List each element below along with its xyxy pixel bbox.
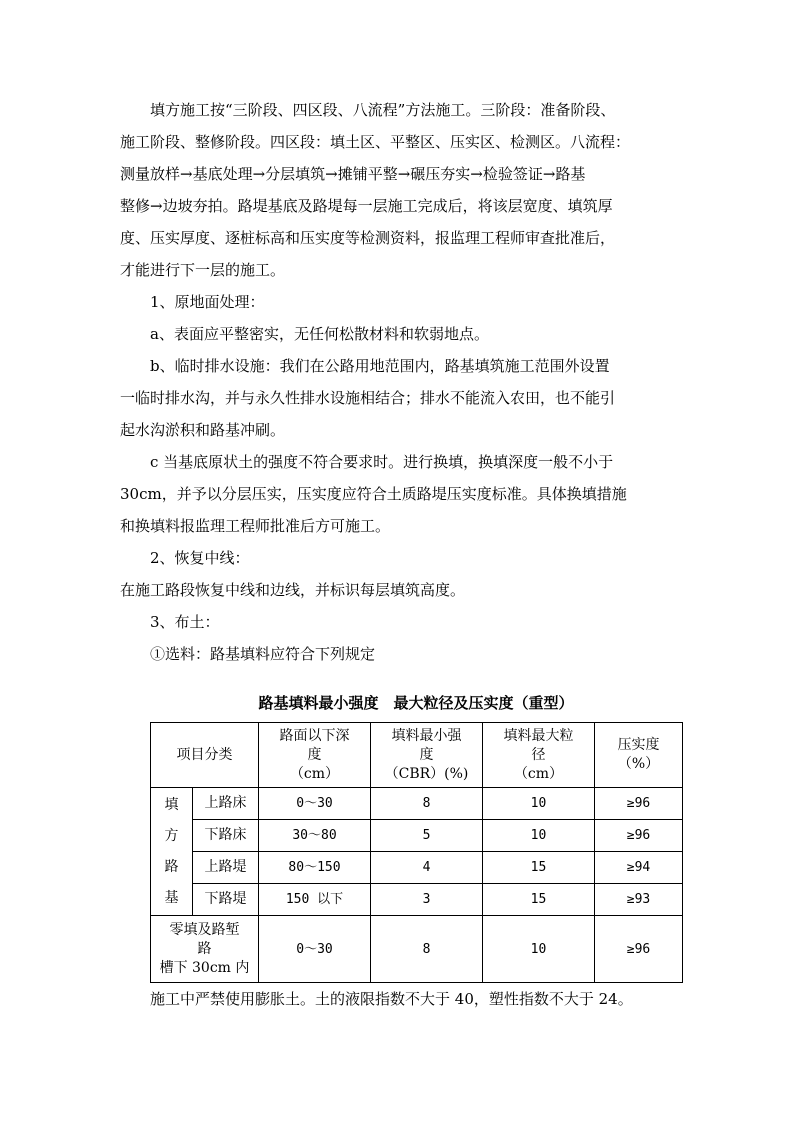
row-name-line: 零填及路堑 xyxy=(169,921,240,938)
row-name: 上路堤 xyxy=(193,852,259,884)
row-name xyxy=(151,916,259,983)
table-row xyxy=(151,852,683,884)
text-line: c 当基底原状土的强度不符合要求时。进行换填，换填深度一般不小于 xyxy=(120,453,614,471)
cell-size: 15 xyxy=(483,884,595,916)
cell-compaction: ≥96 xyxy=(595,788,683,820)
text-line: 度、压实厚度、逐桩标高和压实度等检测资料，报监理工程师审查批准后， xyxy=(120,229,616,247)
header-line: 压实度 xyxy=(617,737,660,753)
text-line: 一临时排水沟，并与永久性排水设施相结合；排水不能流入农田，也不能引 xyxy=(120,389,616,407)
cell-size: 10 xyxy=(483,820,595,852)
header-line: （CBR）(%) xyxy=(384,765,469,782)
row-name-line: 槽下 30cm 内 xyxy=(159,959,250,976)
paragraph-centerline xyxy=(120,574,680,606)
header-category: 项目分类 xyxy=(151,723,259,788)
paragraph-item-b xyxy=(120,350,680,446)
header-compaction xyxy=(595,723,683,788)
cell-depth: 30～80 xyxy=(259,820,371,852)
header-line: （cm） xyxy=(289,765,340,782)
cell-size: 10 xyxy=(483,788,595,820)
text-line: 测量放样→基底处理→分层填筑→摊铺平整→碾压夯实→检验签证→路基 xyxy=(120,165,586,183)
paragraph-item-c xyxy=(120,446,680,542)
cell-strength: 8 xyxy=(371,788,483,820)
table-header-row xyxy=(151,723,683,788)
cell-depth: 0～30 xyxy=(259,788,371,820)
cell-compaction: ≥96 xyxy=(595,916,683,983)
group-label-char: 方 xyxy=(164,827,179,844)
header-line: 度 xyxy=(419,746,434,763)
cell-size: 10 xyxy=(483,916,595,983)
cell-strength: 5 xyxy=(371,820,483,852)
cell-strength: 8 xyxy=(371,916,483,983)
text-line: 才能进行下一层的施工。 xyxy=(120,261,286,279)
header-strength xyxy=(371,723,483,788)
text-line: 填方施工按“三阶段、四区段、八流程”方法施工。三阶段：准备阶段、 xyxy=(120,101,616,119)
row-name-line: 路 xyxy=(197,940,212,957)
heading-original-ground xyxy=(120,286,680,318)
text-line: 起水沟淤积和路基冲刷。 xyxy=(120,421,286,439)
cell-depth: 0～30 xyxy=(259,916,371,983)
paragraph-material-selection xyxy=(150,638,710,670)
row-name: 下路堤 xyxy=(193,884,259,916)
cell-compaction: ≥93 xyxy=(595,884,683,916)
table-row xyxy=(151,788,683,820)
text-line: 在施工路段恢复中线和边线，并标识每层填筑高度。 xyxy=(120,581,466,599)
header-line: 填料最大粒 xyxy=(503,727,574,744)
header-line: 路面以下深 xyxy=(279,727,350,744)
fill-material-table xyxy=(150,722,683,983)
header-line: 度 xyxy=(307,746,322,763)
cell-depth: 80～150 xyxy=(259,852,371,884)
group-label-char: 路 xyxy=(164,858,179,875)
table-row xyxy=(151,916,683,983)
paragraph-item-a xyxy=(120,318,680,350)
heading-soil-placement xyxy=(120,606,680,638)
text-line: 2、恢复中线： xyxy=(120,549,250,567)
header-line: （%） xyxy=(617,756,660,772)
cell-compaction: ≥96 xyxy=(595,820,683,852)
row-name: 上路床 xyxy=(193,788,259,820)
text-line: 施工阶段、整修阶段。四区段：填土区、平整区、压实区、检测区。八流程： xyxy=(120,133,631,151)
text-line: b、临时排水设施：我们在公路用地范围内，路基填筑施工范围外设置 xyxy=(120,357,610,375)
cell-strength: 3 xyxy=(371,884,483,916)
group-label-fill-subgrade xyxy=(151,788,193,916)
header-line: 径 xyxy=(531,746,546,763)
expansive-soil-note: 施工中严禁使用膨胀土。土的液限指数不大于 40，塑性指数不大于 24。 xyxy=(150,990,633,1008)
text-line: a、表面应平整密实，无任何松散材料和软弱地点。 xyxy=(120,325,489,343)
cell-compaction: ≥94 xyxy=(595,852,683,884)
cell-strength: 4 xyxy=(371,852,483,884)
group-label-char: 基 xyxy=(164,889,179,906)
heading-restore-centerline xyxy=(120,542,680,574)
header-line: 填料最小强 xyxy=(391,727,462,744)
header-size xyxy=(483,723,595,788)
text-line: 30cm，并予以分层压实，压实度应符合土质路堤压实度标准。具体换填措施 xyxy=(120,485,627,503)
table-row xyxy=(151,820,683,852)
cell-depth: 150 以下 xyxy=(259,884,371,916)
text-line: 和换填料报监理工程师批准后方可施工。 xyxy=(120,517,391,535)
text-line: 3、布土： xyxy=(120,613,220,631)
text-line: 1、原地面处理： xyxy=(120,293,265,311)
header-line: （cm） xyxy=(513,765,564,782)
table-row xyxy=(151,884,683,916)
table-title: 路基填料最小强度 最大粒径及压实度（重型） xyxy=(258,694,574,712)
text-line: 整修→边坡夯拍。路堤基底及路堤每一层施工完成后，将该层宽度、填筑厚 xyxy=(120,197,613,215)
text-line: ①选料：路基填料应符合下列规定 xyxy=(150,645,376,663)
paragraph-intro xyxy=(120,94,680,286)
header-depth xyxy=(259,723,371,788)
row-name: 下路床 xyxy=(193,820,259,852)
group-label-char: 填 xyxy=(164,796,179,813)
cell-size: 15 xyxy=(483,852,595,884)
